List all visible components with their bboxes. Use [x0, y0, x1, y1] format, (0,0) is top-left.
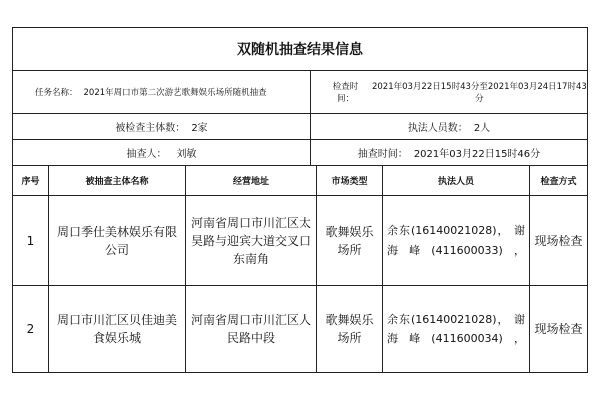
task-name-label: 任务名称：	[35, 88, 78, 98]
header-subject: 被抽查主体名称	[48, 166, 185, 195]
count-info-row	[13, 114, 587, 140]
table-row	[13, 286, 587, 372]
result-table	[12, 27, 588, 373]
row-market-type: 歌舞娱乐场所	[316, 196, 382, 285]
row-method: 现场检查	[529, 196, 587, 285]
sampler-label: 抽查人：	[126, 149, 167, 160]
row-method: 现场检查	[529, 286, 587, 372]
header-seq: 序号	[21, 177, 40, 187]
table-header-row	[13, 166, 587, 196]
sampling-time-label: 抽查时间：	[357, 149, 408, 160]
row-market-type: 歌舞娱乐场所	[316, 286, 382, 372]
row-address: 河南省周口市川汇区人民路中段	[185, 286, 316, 372]
row-seq: 1	[26, 233, 35, 248]
row-officers-cell	[382, 196, 529, 285]
row-subject: 周口市川汇区贝佳迪美食娱乐城	[48, 286, 185, 372]
checked-subject-count-value: 2家	[191, 123, 208, 134]
check-time-label: 检查时间：	[332, 82, 359, 104]
row-address: 河南省周口市川汇区太昊路与迎宾大道交叉口东南角	[185, 196, 316, 285]
check-time-cell	[310, 71, 587, 113]
title-row	[13, 28, 587, 71]
header-officers: 执法人员	[382, 166, 529, 195]
task-name-value: 2021年周口市第二次游艺歌舞娱乐场所随机抽查	[83, 88, 267, 98]
header-address: 经营地址	[185, 166, 316, 195]
table-row	[13, 196, 587, 286]
row-seq: 2	[26, 322, 35, 336]
row-subject: 周口季仕美林娱乐有限公司	[48, 196, 185, 285]
sampler-info-row	[13, 140, 587, 166]
row-officers: 余东(16140021028)， 谢海峰(411600034)，	[387, 312, 525, 345]
officer-count-label: 执法人员数：	[407, 123, 468, 134]
sampling-time-cell	[310, 140, 587, 165]
header-method: 检查方式	[529, 166, 587, 195]
officer-count-value: 2人	[473, 123, 491, 134]
sampling-time-value: 2021年03月22日15时46分	[413, 149, 541, 160]
checked-subject-count-cell	[13, 114, 310, 139]
document-title: 双随机抽查结果信息	[237, 42, 363, 58]
officer-count-cell	[310, 114, 587, 139]
row-officers: 余东(16140021028)， 谢海峰(411600033)，	[387, 224, 525, 257]
checked-subject-count-label: 被检查主体数：	[115, 123, 186, 134]
sampler-cell	[13, 140, 310, 165]
sampler-name: 刘敏	[176, 149, 197, 160]
row-officers-cell	[382, 286, 529, 372]
header-market-type: 市场类型	[316, 166, 382, 195]
task-info-row	[13, 71, 587, 114]
check-time-value: 2021年03月22日15时43分至2021年03月24日17时43分	[371, 82, 587, 104]
task-name-cell	[13, 71, 310, 113]
